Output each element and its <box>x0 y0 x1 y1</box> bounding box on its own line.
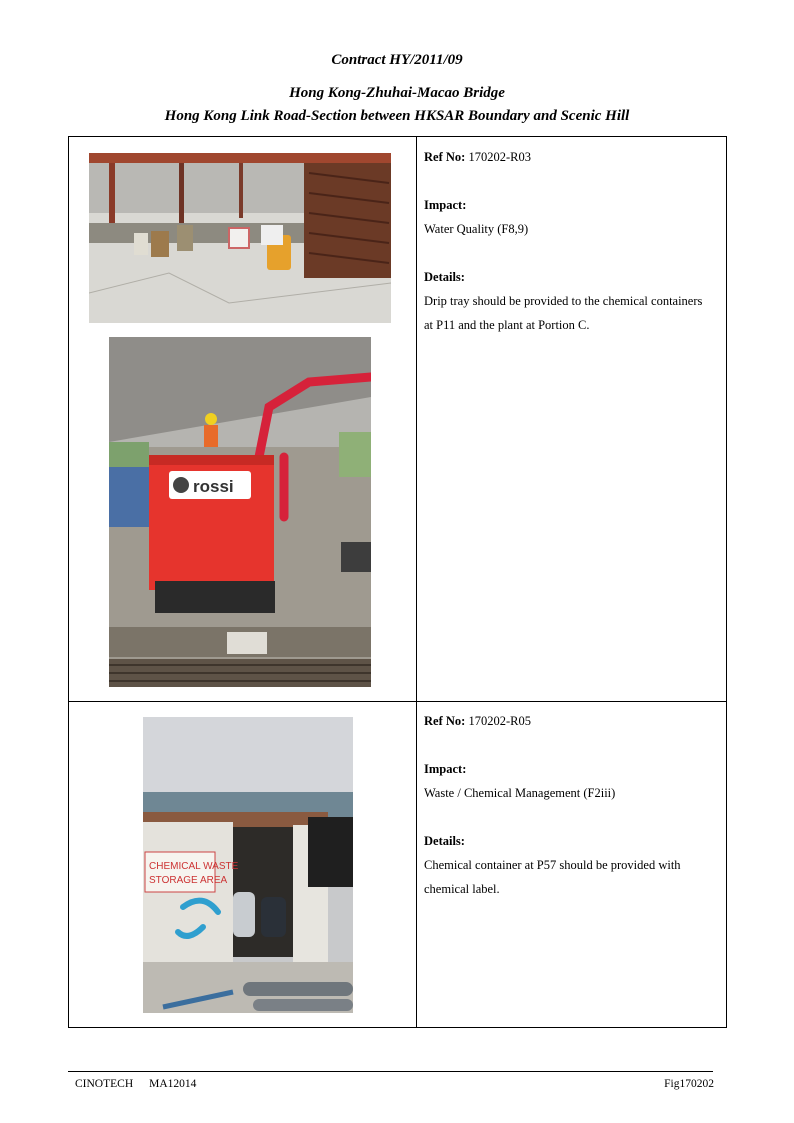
column-divider <box>416 137 417 1027</box>
impact-value: Waste / Chemical Management (F2iii) <box>424 786 616 800</box>
footer-doc-code: MA12014 <box>149 1078 197 1090</box>
project-title: Hong Kong-Zhuhai-Macao Bridge <box>289 85 505 101</box>
details-line: Drip tray should be provided to the chemical containers <box>424 294 703 308</box>
details-label: Details: <box>424 270 465 284</box>
footer-rule <box>68 1071 713 1072</box>
impact-value: Water Quality (F8,9) <box>424 222 529 236</box>
records-table <box>68 136 727 1028</box>
row-divider <box>69 701 726 702</box>
section-title: Hong Kong Link Road-Section between HKSAR Boundary and Scenic Hill <box>164 108 630 124</box>
details-line: chemical label. <box>424 882 500 896</box>
impact-label: Impact: <box>424 198 467 212</box>
ref-label: Ref No: <box>424 150 466 164</box>
ref-label: Ref No: <box>424 714 466 728</box>
footer-company: CINOTECH <box>75 1078 134 1090</box>
generator-brand-label: rossi <box>193 477 234 496</box>
record-2-info <box>424 709 724 901</box>
impact-label: Impact: <box>424 762 467 776</box>
contract-title: Contract HY/2011/09 <box>331 52 463 68</box>
details-line: Chemical container at P57 should be provided with <box>424 858 681 872</box>
ref-value: 170202-R03 <box>468 150 531 164</box>
photo-chemical-store-p57 <box>143 717 353 1013</box>
footer-left <box>75 1078 196 1090</box>
details-line: at P11 and the plant at Portion C. <box>424 318 590 332</box>
photo-generator-portion-c <box>109 337 371 687</box>
ref-value: 170202-R05 <box>468 714 531 728</box>
photo-chemical-containers-p11 <box>89 153 391 323</box>
storage-sign-line-2: STORAGE AREA <box>149 875 228 886</box>
details-label: Details: <box>424 834 465 848</box>
footer-fig-number: Fig170202 <box>664 1078 714 1090</box>
storage-sign-line-1: CHEMICAL WASTE <box>149 861 239 872</box>
record-1-info <box>424 145 724 337</box>
